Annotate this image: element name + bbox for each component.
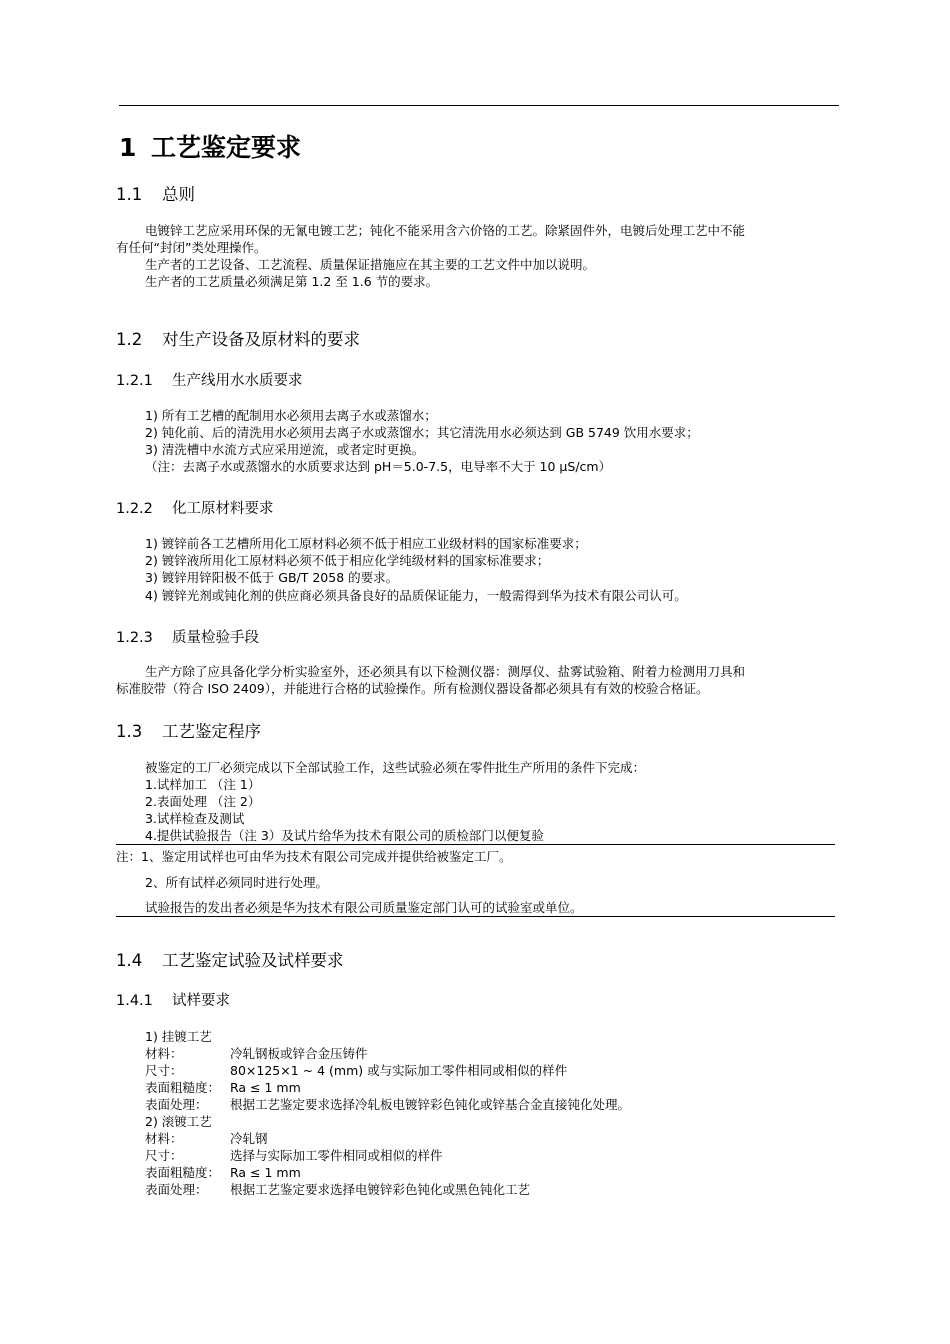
chapter-number: 1 bbox=[119, 133, 137, 162]
section-number: 1.4 bbox=[116, 951, 143, 970]
list-item: 2) 钝化前、后的清洗用水必须用去离子水或蒸馏水；其它清洗用水必须达到 GB 5749 饮用水要求； bbox=[145, 425, 699, 440]
section-title: 试样要求 bbox=[172, 993, 230, 1009]
spec-value: 冷轧钢板或锌合金压铸件 bbox=[230, 1046, 368, 1061]
section-number: 1.1 bbox=[116, 185, 143, 204]
section-title: 对生产设备及原材料的要求 bbox=[162, 330, 360, 349]
spec-value: 根据工艺鉴定要求选择冷轧板电镀锌彩色钝化或锌基合金直接钝化处理。 bbox=[230, 1097, 631, 1112]
chapter-heading bbox=[119, 128, 301, 164]
note-top-rule bbox=[116, 844, 835, 845]
spec-label: 材料： bbox=[145, 1046, 183, 1061]
spec-value: Ra ≤ 1 mm bbox=[230, 1165, 301, 1180]
note: 注：1、鉴定用试样也可由华为技术有限公司完成并提供给被鉴定工厂。 bbox=[116, 849, 512, 864]
section-title: 总则 bbox=[162, 185, 195, 204]
spec-label: 材料： bbox=[145, 1131, 183, 1146]
section-title: 工艺鉴定试验及试样要求 bbox=[162, 951, 344, 970]
section-title: 生产线用水水质要求 bbox=[172, 373, 303, 389]
list-item: 4) 镀锌光剂或钝化剂的供应商必须具备良好的品质保证能力，一般需得到华为技术有限公司认可。 bbox=[145, 588, 687, 603]
list-item: 2) 镀锌液所用化工原材料必须不低于相应化学纯级材料的国家标准要求； bbox=[145, 553, 550, 568]
section-title: 质量检验手段 bbox=[172, 630, 259, 646]
list-item: 1) 所有工艺槽的配制用水必须用去离子水或蒸馏水； bbox=[145, 408, 437, 423]
section-number: 1.2.2 bbox=[116, 501, 153, 517]
spec-row bbox=[145, 1181, 530, 1198]
section-number: 1.3 bbox=[116, 722, 143, 741]
spec-row bbox=[145, 1096, 630, 1113]
list-item: 3.试样检查及测试 bbox=[145, 811, 245, 826]
spec-value: Ra ≤ 1 mm bbox=[230, 1080, 301, 1095]
spec-label: 表面处理： bbox=[145, 1097, 208, 1112]
paragraph: 被鉴定的工厂必须完成以下全部试验工作，这些试验必须在零件批生产所用的条件下完成： bbox=[145, 760, 646, 775]
section-number: 1.2 bbox=[116, 330, 143, 349]
section-1-4-1-heading bbox=[116, 989, 230, 1010]
section-number: 1.2.3 bbox=[116, 630, 153, 646]
spec-row bbox=[145, 1147, 443, 1164]
section-title: 工艺鉴定程序 bbox=[162, 722, 261, 741]
section-1-2-heading bbox=[116, 326, 360, 350]
note: 2、所有试样必须同时进行处理。 bbox=[145, 875, 328, 890]
section-1-1-heading bbox=[116, 181, 195, 205]
note-bottom-rule bbox=[116, 916, 835, 917]
section-number: 1.4.1 bbox=[116, 993, 153, 1009]
spec-value: 80×125×1 ~ 4 (mm) 或与实际加工零件相同或相似的样件 bbox=[230, 1063, 568, 1078]
note: （注：去离子水或蒸馏水的水质要求达到 pH＝5.0-7.5，电导率不大于 10 μS/cm） bbox=[145, 459, 612, 474]
group-title: 1) 挂镀工艺 bbox=[145, 1029, 212, 1044]
section-1-2-3-heading bbox=[116, 626, 259, 647]
list-item: 4.提供试验报告（注 3）及试片给华为技术有限公司的质检部门以便复验 bbox=[145, 828, 544, 843]
list-item: 3) 清洗槽中水流方式应采用逆流，或者定时更换。 bbox=[145, 442, 425, 457]
spec-label: 表面处理： bbox=[145, 1182, 208, 1197]
spec-row bbox=[145, 1130, 268, 1147]
paragraph: 标准胶带（符合 ISO 2409），并能进行合格的试验操作。所有检测仪器设备都必须具有有效的校验合格证。 bbox=[116, 681, 709, 696]
list-item: 1) 镀锌前各工艺槽所用化工原材料必须不低于相应工业级材料的国家标准要求； bbox=[145, 536, 587, 551]
list-item: 3) 镀锌用锌阳极不低于 GB/T 2058 的要求。 bbox=[145, 570, 399, 585]
section-number: 1.2.1 bbox=[116, 373, 153, 389]
spec-value: 选择与实际加工零件相同或相似的样件 bbox=[230, 1148, 443, 1163]
spec-row bbox=[145, 1164, 301, 1181]
spec-label: 尺寸： bbox=[145, 1063, 183, 1078]
spec-label: 尺寸： bbox=[145, 1148, 183, 1163]
paragraph: 生产者的工艺设备、工艺流程、质量保证措施应在其主要的工艺文件中加以说明。 bbox=[145, 257, 596, 272]
spec-value: 冷轧钢 bbox=[230, 1131, 268, 1146]
note: 试验报告的发出者必须是华为技术有限公司质量鉴定部门认可的试验室或单位。 bbox=[145, 900, 583, 915]
spec-label: 表面粗糙度： bbox=[145, 1080, 221, 1095]
list-item: 2.表面处理 （注 2） bbox=[145, 794, 261, 809]
spec-row bbox=[145, 1079, 301, 1096]
paragraph: 电镀锌工艺应采用环保的无氰电镀工艺；钝化不能采用含六价铬的工艺。除紧固件外，电镀后处理工艺中不能 bbox=[145, 223, 746, 238]
paragraph: 有任何“封闭”类处理操作。 bbox=[116, 240, 267, 255]
section-title: 化工原材料要求 bbox=[172, 501, 274, 517]
header-rule bbox=[119, 105, 839, 106]
section-1-3-heading bbox=[116, 718, 261, 742]
list-item: 1.试样加工 （注 1） bbox=[145, 777, 261, 792]
chapter-title: 工艺鉴定要求 bbox=[151, 133, 302, 162]
spec-row bbox=[145, 1045, 368, 1062]
section-1-2-2-heading bbox=[116, 497, 274, 518]
paragraph: 生产者的工艺质量必须满足第 1.2 至 1.6 节的要求。 bbox=[145, 274, 439, 289]
section-1-4-heading bbox=[116, 947, 344, 971]
spec-label: 表面粗糙度： bbox=[145, 1165, 221, 1180]
spec-value: 根据工艺鉴定要求选择电镀锌彩色钝化或黑色钝化工艺 bbox=[230, 1182, 531, 1197]
group-title: 2) 滚镀工艺 bbox=[145, 1114, 212, 1129]
spec-row bbox=[145, 1062, 567, 1079]
paragraph: 生产方除了应具备化学分析实验室外，还必须具有以下检测仪器：测厚仪、盐雾试验箱、附着力检测用刀具和 bbox=[145, 664, 746, 679]
section-1-2-1-heading bbox=[116, 369, 303, 390]
